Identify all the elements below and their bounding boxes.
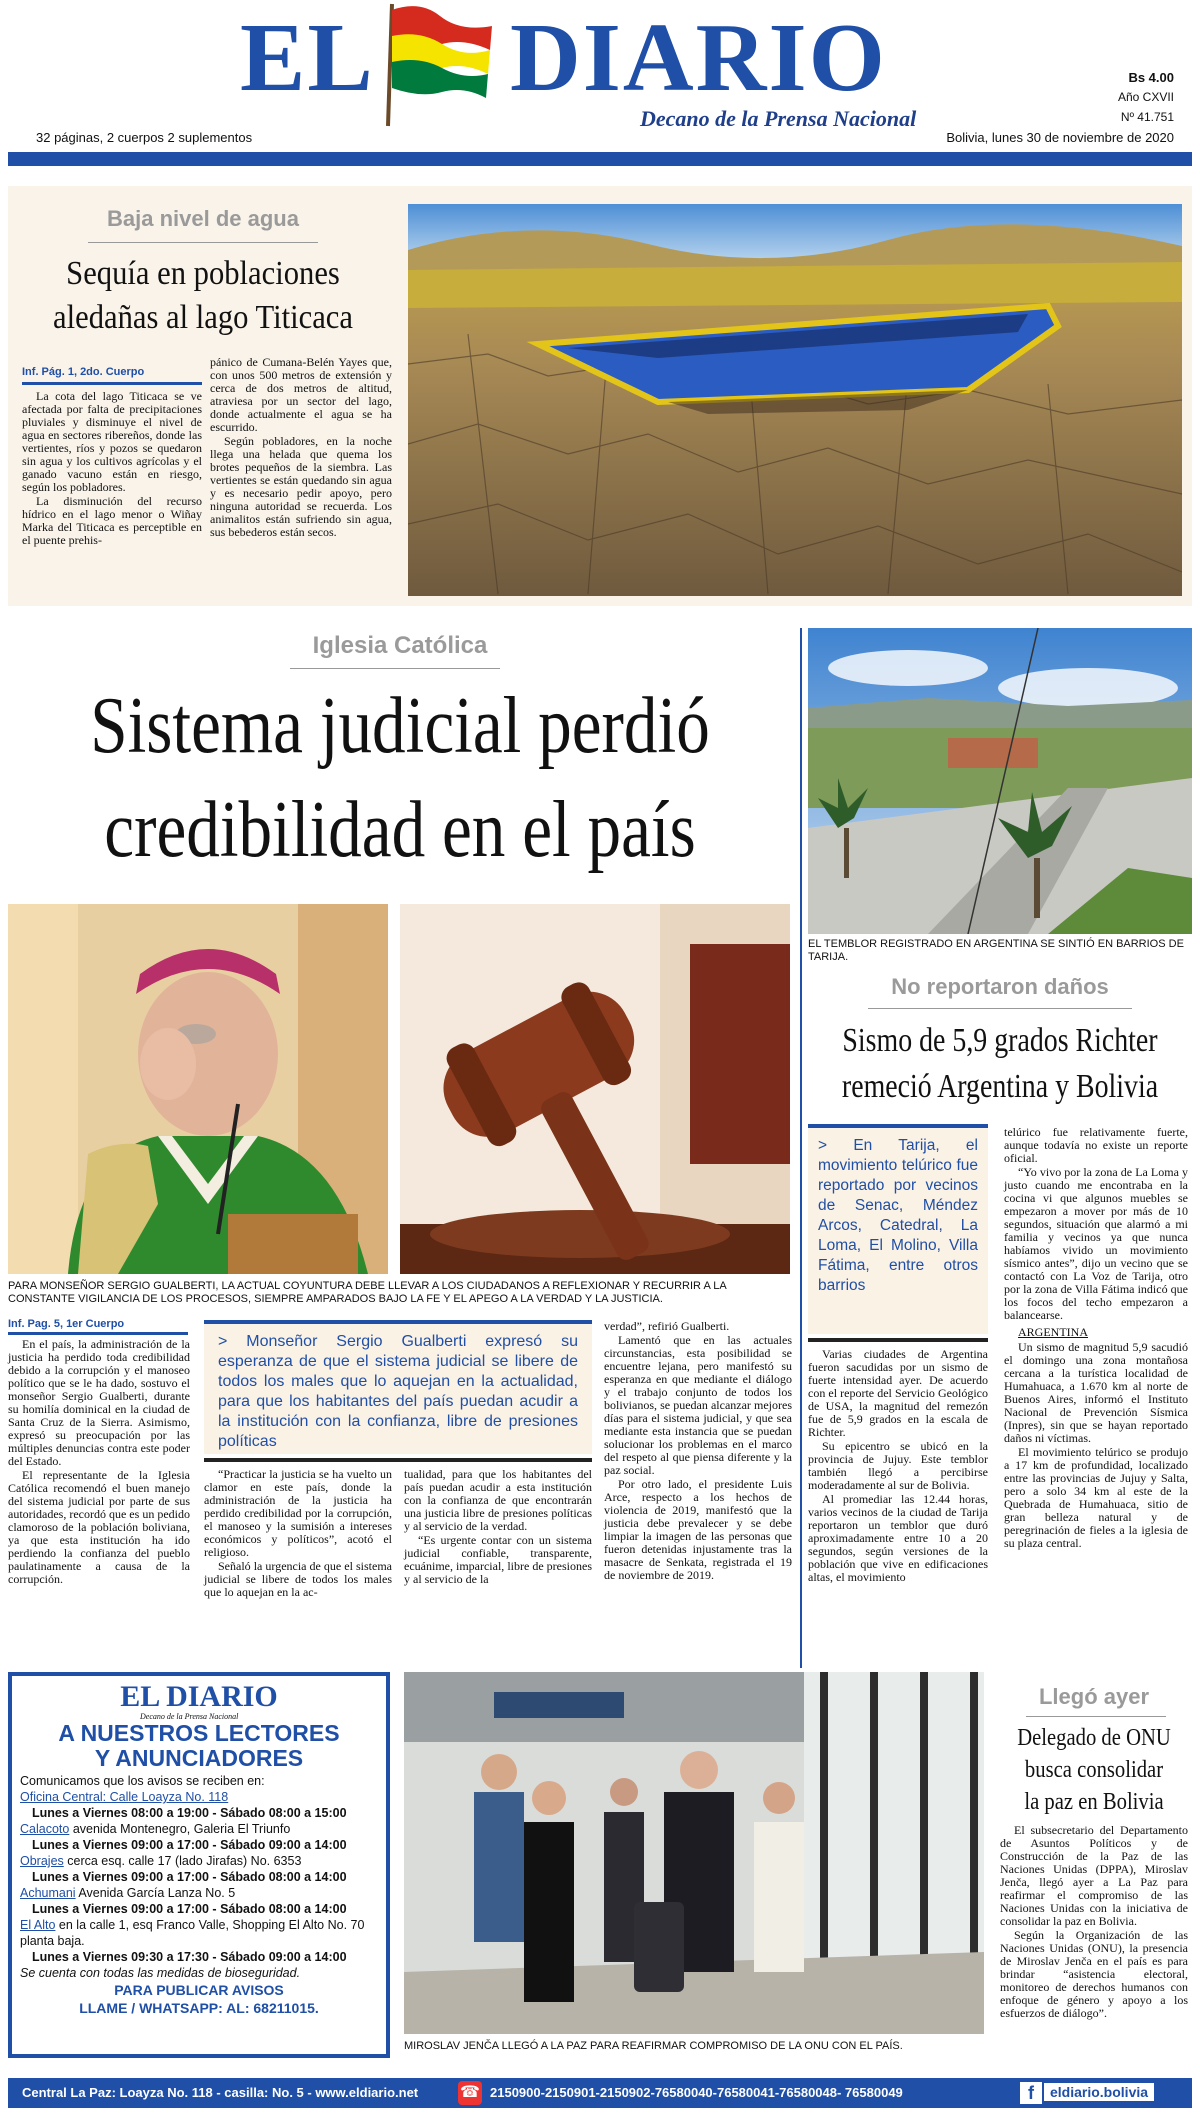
photo-tarija-street: [808, 628, 1192, 934]
office-item: [20, 1821, 378, 1853]
office-link[interactable]: Achumani: [20, 1886, 76, 1900]
office-link[interactable]: Obrajes: [20, 1854, 64, 1868]
story-titicaca: [8, 186, 1192, 606]
headline: [826, 1018, 1174, 1110]
masthead-rule: [8, 152, 1192, 166]
photo-onu-delegation-airport: [404, 1672, 984, 2034]
price: Bs 4.00: [1128, 70, 1174, 85]
paragraph: tualidad, para que los habitantes del país puedan acudir a esta institución con la confianza de que encontrarán una justicia libre de presiones políticas y al servicio de la verdad.: [404, 1467, 592, 1533]
ad-title: [20, 1721, 378, 1771]
story-judicial: [0, 620, 800, 1660]
headline-line-2: aledañas al lago Titicaca: [53, 299, 353, 336]
footer-facebook[interactable]: eldiario.bolivia: [1044, 2083, 1154, 2101]
subhead: ARGENTINA: [1018, 1325, 1088, 1339]
column-2: [210, 356, 392, 540]
office-list: [20, 1789, 378, 1965]
headline-line-2: remeció Argentina y Bolivia: [841, 1068, 1159, 1105]
headline: [64, 674, 736, 882]
ad-note: Se cuenta con todas las medidas de bioseguridad.: [20, 1966, 301, 1980]
office-item: [20, 1885, 378, 1917]
office-hours: Lunes a Viernes 09:00 a 17:00 - Sábado 09:00 a 14:00: [32, 1838, 347, 1852]
pullquote-bottom-rule: [808, 1338, 988, 1342]
column-divider: [800, 628, 802, 1668]
paragraph: telúrico fue relativamente fuerte, aunque todavía no existe un reporte oficial.: [1004, 1125, 1188, 1165]
paragraph: “Practicar la justicia se ha vuelto un clamor en este país, donde la administración de la justicia ha perdido credibilidad por la corrupción, el manoseo y la sumisión a intereses económicos y políticos”, acotó el religioso.: [204, 1467, 392, 1559]
ref-rule: [8, 1332, 188, 1335]
photo-caption: EL TEMBLOR REGISTRADO EN ARGENTINA SE SINTIÓ EN BARRIOS DE TARIJA.: [808, 938, 1184, 963]
footer-bar: [8, 2078, 1192, 2108]
paragraph: Según pobladores, en la noche llega una helada que quema los brotes pequeños de la siembra. Las vertientes se están quedando sin agua y es necesario pedir apoyo, pero ninguna autoridad se recuerda. Los animalitos están sufriendo sin agua, sus bebederos están secos.: [210, 434, 392, 539]
photo-dry-lake-boat: [408, 204, 1182, 596]
paragraph: En el país, la administración de la justicia ha perdido toda credibilidad debido a la corrupción y el manoseo político que se le ha dado, sostuvo el monseñor Sergio Gualberti, durante su homilía dominical en la ciudad de Santa Cruz de la Sierra. Asimismo, expresó su preocupación por las múltiples denuncias contra este poder del Estado.: [8, 1337, 190, 1468]
headline-line-1: Sismo de 5,9 grados Richter: [842, 1022, 1158, 1059]
paragraph: El movimiento telúrico se produjo a 17 km de profundidad, localizado entre las provincias de Jujuy y Salta, pero a solo 34 km al este de la Quebrada de Humahuaca, sitio de gran belleza natural y de peregrinación de fieles a la iglesia de su plaza central.: [1004, 1445, 1188, 1550]
headline-line-3: la paz en Bolivia: [1024, 1789, 1164, 1815]
paragraph: “Yo vivo por la zona de La Loma y justo cuando me encontraba en la cocina vi que algunos muebles se empezaron a mover por más de 10 segundos, situación que alarmó a mi familia y vecinos ya que nunca habíamos vivido un movimiento sísmico antes”, dijo un vecino que se contactó con La Voz de Tarija, otro por la zona de Villa Fátima indicó que los focos del techo empezaron a balancearse.: [1004, 1165, 1188, 1322]
office-address: cerca esq. calle 17 (lado Jirafas) No. 6353: [63, 1854, 302, 1868]
pullquote-box: [808, 1124, 988, 1334]
footer-address: Central La Paz: Loayza No. 118 - casilla: No. 5 - www.eldiario.net: [22, 2085, 419, 2100]
office-address: avenida Montenegro, Galeria El Triunfo: [69, 1822, 291, 1836]
headline: [28, 252, 379, 340]
photo-caption: PARA MONSEÑOR SERGIO GUALBERTI, LA ACTUAL COYUNTURA DEBE LLEVAR A LOS CIUDADANOS A REFLEXIONAR Y RECURRIR A LA CONSTANTE VIGILANCIA DE LOS PROCESOS, SIEMPRE AMPARADOS BAJO LA FE Y EL APEGO A LA VERDAD Y LA JUSTICIA.: [8, 1280, 727, 1305]
office-link[interactable]: Calacoto: [20, 1822, 70, 1836]
story-onu: [996, 1672, 1192, 2058]
paragraph: Un sismo de magnitud 5,9 sacudió el domingo una zona montañosa cercana a la turística localidad de Humahuaca, a 1.670 km al norte de Buenos Aires, informó el Instituto Nacional de Prevención Sísmica (Inpres), sin que se hayan reportado daños ni víctimas.: [1004, 1340, 1188, 1445]
office-hours: Lunes a Viernes 08:00 a 19:00 - Sábado 08:00 a 15:00: [32, 1806, 347, 1820]
kicker-rule: [1026, 1716, 1166, 1717]
paragraph: La disminución del recurso hídrico en el lago menor o Wiñay Marka del Titicaca es perceptible en el puente prehis-: [22, 494, 202, 547]
column-2: [204, 1468, 392, 1600]
facebook-icon: f: [1020, 2082, 1042, 2104]
kicker-rule: [290, 668, 500, 669]
pages-info: 32 páginas, 2 cuerpos 2 suplementos: [36, 130, 253, 145]
kicker: Iglesia Católica: [312, 632, 488, 659]
column-2: [1004, 1126, 1188, 1551]
masthead-name-left: EL: [240, 4, 375, 112]
ad-title-line-2: Y ANUNCIADORES: [94, 1745, 304, 1771]
photo-gavel: [400, 904, 790, 1274]
office-link[interactable]: Oficina Central: Calle Loayza No. 118: [20, 1790, 229, 1804]
phone-icon: ☎: [458, 2081, 482, 2105]
column-1: [22, 390, 202, 548]
bolivia-flag-icon: [380, 0, 500, 130]
year: Año CXVII: [1117, 90, 1174, 104]
paragraph: pánico de Cumana-Belén Yayes que, con unos 500 metros de extensión y cerca de dos metros de altitud, atraviesa por un sector del lago, donde actualmente el agua se ha escurrido.: [210, 355, 392, 434]
column-1: [808, 1348, 988, 1585]
page-reference: Inf. Pag. 5, 1er Cuerpo: [8, 1318, 125, 1330]
kicker: Baja nivel de agua: [107, 206, 299, 231]
pullquote: > En Tarija, el movimiento telúrico fue reportado por vecinos de Senac, Méndez Arcos, Catedral, La Loma, El Molino, Villa Fátima, entre otros barrios: [818, 1137, 978, 1294]
headline-line-1: Delegado de ONU: [1017, 1725, 1171, 1751]
headline-line-1: Sequía en poblaciones: [66, 255, 340, 292]
pullquote: > Monseñor Sergio Gualberti expresó su esperanza de que el sistema judicial se libere de todos los males que lo aquejan en la actualidad, para que los habitantes del país puedan acudir a la institución con la confianza, libre de presiones políticas: [218, 1333, 578, 1450]
footer-phones[interactable]: 2150900-2150901-2150902-76580040-76580041-76580048- 76580049: [490, 2085, 903, 2100]
page-reference: Inf. Pág. 1, 2do. Cuerpo: [22, 366, 145, 378]
column: [1000, 1824, 1188, 2021]
story-sismo: [808, 628, 1192, 1668]
ref-rule: [22, 382, 202, 385]
paragraph: Lamentó que en las actuales circunstancias, esta posibilidad se encuentre lejana, pero manifestó su esperanza en que mediante el diálogo y el trabajo conjunto de todos los bolivianos, se puedan alcanzar mejores días para el sistema judicial, y que sea mediante esta instancia que se puedan solucionar los problemas en el marco del respeto al que piensa diferente y la paz social.: [604, 1333, 792, 1477]
kicker-rule: [868, 1008, 1132, 1009]
paragraph: Su epicentro se ubicó en la provincia de Jujuy. Este temblor también llegó a percibirse moderadamente al sur de Bolivia.: [808, 1439, 988, 1492]
masthead-name-right: DIARIO: [510, 4, 887, 112]
office-hours: Lunes a Viernes 09:30 a 17:30 - Sábado 09:00 a 14:00: [32, 1950, 347, 1964]
paragraph: El representante de la Iglesia Católica recomendó el buen manejo del sistema judicial por parte de sus autoridades, recordó que es un pedido clamoroso de la población boliviana, ya que esta institución ha ido perdiendo la confianza del pueblo paulatinamente a causa de la corrupción.: [8, 1468, 190, 1586]
paragraph: El subsecretario del Departamento de Asuntos Políticos y de Construcción de la Paz de las Naciones Unidas (DPPA), Miroslav Jenča, llegó ayer a La Paz para reafirmar el compromiso de las Naciones Unidas con la iniciativa de consolidar la paz en Bolivia.: [1000, 1823, 1188, 1928]
paragraph: Varias ciudades de Argentina fueron sacudidas por un sismo de fuerte intensidad ayer. De acuerdo con el reporte del Servicio Geológico de USA, la magnitud del remezón fue de 5,9 grados en la escala de Richter.: [808, 1347, 988, 1439]
paragraph: Al promediar las 12.44 horas, varios vecinos de la ciudad de Tarija reportaron un temblor que duró aproximadamente entre 10 a 20 segundos, según versiones de la población que vive en edificaciones altas, el movimiento: [808, 1492, 988, 1584]
headline-line-2: busca consolidar: [1024, 1757, 1164, 1783]
kicker: No reportaron daños: [891, 974, 1109, 999]
headline-line-1: Sistema judicial perdió: [90, 682, 710, 770]
office-address: Avenida García Lanza No. 5: [75, 1886, 236, 1900]
paragraph: Por otro lado, el presidente Luis Arce, respecto a los hechos de violencia de 2019, manifestó que la justicia debe prevalecer y se debe limpiar la imagen de las personas que fueron detenidas injustamente tras la masacre de Senkata, registrada el 19 de noviembre de 2019.: [604, 1477, 792, 1582]
kicker: Llegó ayer: [1038, 1684, 1150, 1709]
office-link[interactable]: El Alto: [20, 1918, 56, 1932]
office-item: [20, 1917, 378, 1965]
paragraph: verdad”, refirió Gualberti.: [604, 1319, 730, 1333]
photo-caption: MIROSLAV JENČA LLEGÓ A LA PAZ PARA REAFIRMAR COMPROMISO DE LA ONU CON EL PAÍS.: [404, 2040, 903, 2052]
office-item: [20, 1789, 378, 1821]
paragraph: “Es urgente contar con un sistema judicial confiable, transparente, ecuánime, imparcial, libre de presiones y al servicio de la: [404, 1533, 592, 1586]
issue-number: Nº 41.751: [1120, 110, 1174, 124]
ad-title-line-1: A NUESTROS LECTORES: [58, 1720, 340, 1746]
column-3: [404, 1468, 592, 1587]
dateline: Bolivia, lunes 30 de noviembre de 2020: [946, 130, 1174, 145]
pullquote-bottom-rule: [204, 1458, 592, 1462]
ad-box: [8, 1672, 390, 2058]
ad-logo-tagline: Decano de la Prensa Nacional: [140, 1712, 239, 1721]
ad-intro: Comunicamos que los avisos se reciben en:: [20, 1774, 265, 1788]
ad-cta-line-2: LLAME / WHATSAPP: AL: 68211015.: [79, 2000, 319, 2016]
ad-cta: [20, 1981, 378, 2017]
photo-monsignor-gualberti: [8, 904, 388, 1274]
column-4: [604, 1320, 792, 1583]
ad-cta-line-1: PARA PUBLICAR AVISOS: [114, 1982, 284, 1998]
headline: [1001, 1722, 1187, 1818]
ad-logo-name: EL DIARIO: [120, 1680, 278, 1713]
office-hours: Lunes a Viernes 09:00 a 17:00 - Sábado 08:00 a 14:00: [32, 1870, 347, 1884]
paragraph: La cota del lago Titicaca se ve afectada por falta de precipitaciones pluviales y disminuye el nivel de agua en sectores ribereños, donde las vertientes, ríos y pozos se quedaron sin agua y los cultivos agrícolas y el ganado vacuno están en riesgo, según los pobladores.: [22, 389, 202, 494]
masthead: [0, 0, 1200, 170]
pullquote-box: [204, 1320, 592, 1454]
office-item: [20, 1853, 378, 1885]
ad-logo: [20, 1682, 378, 1721]
office-hours: Lunes a Viernes 09:00 a 17:00 - Sábado 08:00 a 14:00: [32, 1902, 347, 1916]
masthead-tagline: Decano de la Prensa Nacional: [640, 106, 917, 131]
office-address: en la calle 1, esq Franco Valle, Shopping El Alto No. 70 planta baja.: [20, 1918, 365, 1948]
kicker-rule: [88, 242, 318, 243]
headline-line-2: credibilidad en el país: [104, 786, 696, 874]
paragraph: Según la Organización de las Naciones Unidas (ONU), la presencia de Miroslav Jenča en el país es para brindar “asistencia electoral, monitoreo de derechos humanos con enfoque de género y apoyo a los esfuerzos de diálogo”.: [1000, 1928, 1188, 2020]
column-1: [8, 1338, 190, 1587]
paragraph: Señaló la urgencia de que el sistema judicial se libere de todos los males que lo aquejan en la ac-: [204, 1559, 392, 1599]
